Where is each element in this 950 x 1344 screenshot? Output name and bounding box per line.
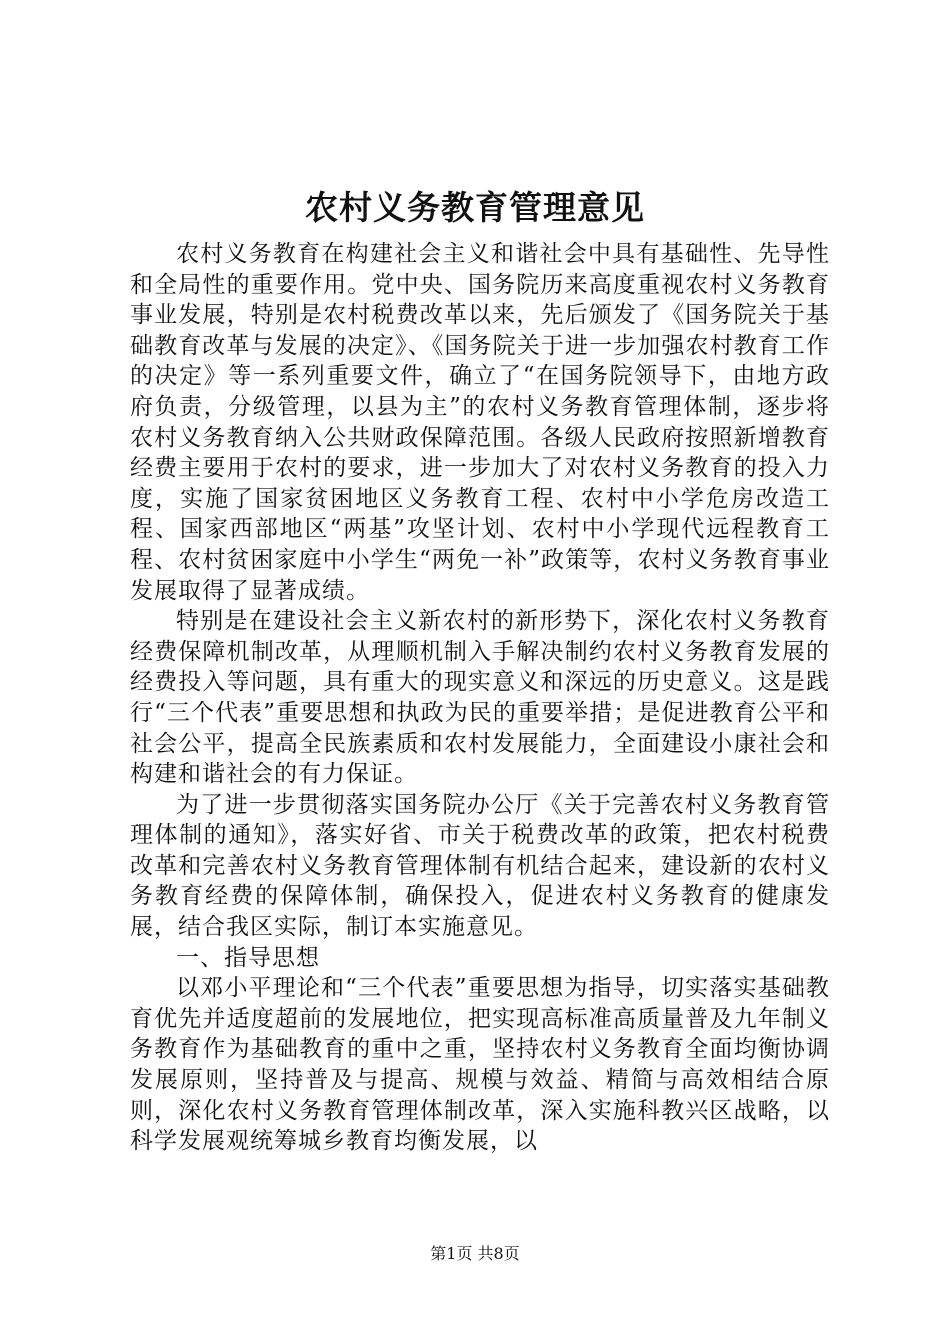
paragraph-guiding-thought: 以邓小平理论和“三个代表”重要思想为指导，切实落实基础教育优先并适度超前的发展地位，把实现高标准高质量普及九年制义务教育作为基础教育的重中之重，坚持农村义务教育全面均衡协调发展原则，坚持普及与提高、规模与效益、精简与高效相结合原则，深化农村义务教育管理体制改革，深入实施科教兴区战略，以科学发展观统筹城乡教育均衡发展，以 xyxy=(130,975,830,1155)
paragraph-purpose: 为了进一步贯彻落实国务院办公厅《关于完善农村义务教育管理体制的通知》，落实好省、市关于税费改革的政策，把农村税费改革和完善农村义务教育管理体制有机结合起来，建设新的农村义务教育经费的保障体制，确保投入，促进农村义务教育的健康发展，结合我区实际，制订本实施意见。 xyxy=(130,791,830,941)
document-body xyxy=(130,239,830,1157)
document-title: 农村义务教育管理意见 xyxy=(305,188,645,227)
page-footer: 第1页 共8页 xyxy=(430,1244,520,1263)
section-heading-guiding-thought: 一、指导思想 xyxy=(176,944,320,971)
paragraph-intro: 农村义务教育在构建社会主义和谐社会中具有基础性、先导性和全局性的重要作用。党中央、国务院历来高度重视农村义务教育事业发展，特别是农村税费改革以来，先后颁发了《国务院关于基础教育改革与发展的决定》、《国务院关于进一步加强农村教育工作的决定》等一系列重要文件，确立了“在国务院领导下，由地方政府负责，分级管理，以县为主”的农村义务教育管理体制，逐步将农村义务教育纳入公共财政保障范围。各级人民政府按照新增教育经费主要用于农村的要求，进一步加大了对农村义务教育的投入力度，实施了国家贫困地区义务教育工程、农村中小学危房改造工程、国家西部地区“两基”攻坚计划、农村中小学现代远程教育工程、农村贫困家庭中小学生“两免一补”政策等，农村义务教育事业发展取得了显著成绩。 xyxy=(130,241,830,604)
paragraph-significance: 特别是在建设社会主义新农村的新形势下，深化农村义务教育经费保障机制改革，从理顺机制入手解决制约农村义务教育发展的经费投入等问题，具有重大的现实意义和深远的历史意义。这是践行“三个代表”重要思想和执政为民的重要举措；是促进教育公平和社会公平，提高全民族素质和农村发展能力，全面建设小康社会和构建和谐社会的有力保证。 xyxy=(130,608,830,788)
